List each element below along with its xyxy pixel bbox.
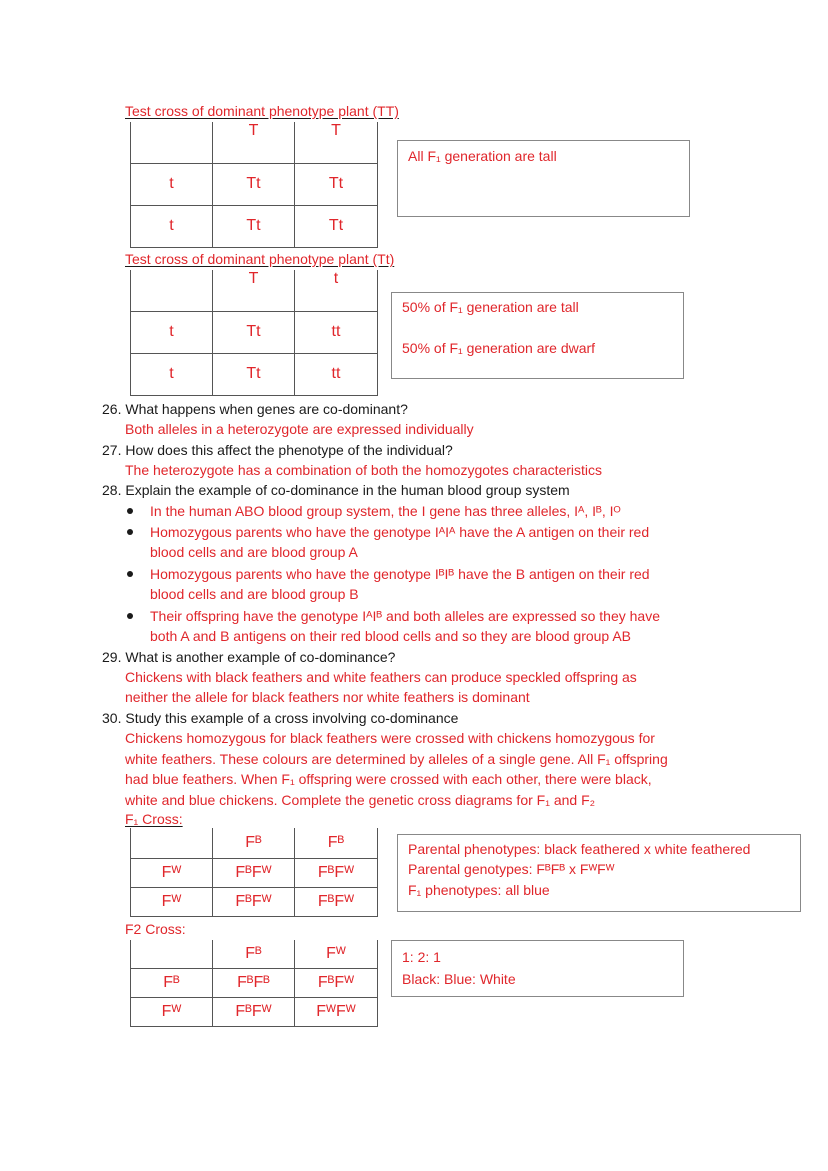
question-30: 30. Study this example of a cross involving co-dominance: [102, 710, 459, 726]
f2-ratio-labels: Black: Blue: White: [402, 971, 516, 987]
punnett-cell: FᴮFᵂ: [213, 887, 295, 916]
punnett-cell: Tt: [213, 205, 295, 247]
punnett-header: Fᵂ: [295, 940, 378, 968]
cross1-result: All F₁ generation are tall: [408, 148, 557, 164]
f2-punnett-square: [130, 940, 378, 1027]
punnett-header: Fᵂ: [131, 858, 213, 887]
punnett-cell: [131, 828, 213, 858]
punnett-cell: [131, 270, 213, 311]
punnett-cell: Tt: [213, 163, 295, 205]
punnett-cell: FᴮFᴮ: [213, 968, 295, 997]
answer-28-bullet-1: In the human ABO blood group system, the I gene has three alleles, Iᴬ, Iᴮ, Iᴼ: [150, 503, 621, 519]
cross2-punnett-square: [130, 270, 378, 396]
punnett-cell: FᴮFᵂ: [213, 858, 295, 887]
punnett-header: t: [131, 353, 213, 395]
bullet-icon: [127, 571, 133, 577]
question-28: 28. Explain the example of co-dominance in the human blood group system: [102, 482, 570, 498]
cross1-result-box: [397, 140, 690, 217]
punnett-cell: FᴮFᵂ: [295, 887, 378, 916]
punnett-header: T: [295, 122, 378, 163]
question-27: 27. How does this affect the phenotype of the individual?: [102, 442, 453, 458]
cross2-result-box: [391, 292, 684, 379]
punnett-header: Fᵂ: [131, 997, 213, 1026]
f2-result-box: [391, 940, 684, 997]
answer-28-bullet-4b: both A and B antigens on their red blood cells and so they are blood group AB: [150, 628, 632, 644]
f2-cross-label: F2 Cross:: [125, 921, 186, 937]
f1-phenotypes: F₁ phenotypes: all blue: [408, 882, 550, 898]
question-26: 26. What happens when genes are co-dominant?: [102, 401, 408, 417]
answer-29-line-1: Chickens with black feathers and white feathers can produce speckled offspring as: [125, 669, 637, 685]
punnett-cell: tt: [295, 353, 378, 395]
punnett-header: T: [213, 270, 295, 311]
punnett-cell: FᵂFᵂ: [295, 997, 378, 1026]
punnett-cell: [131, 122, 213, 163]
question-29: 29. What is another example of co-dominance?: [102, 649, 396, 665]
punnett-cell: [131, 940, 213, 968]
answer-28-bullet-2a: Homozygous parents who have the genotype IᴬIᴬ have the A antigen on their red: [150, 524, 650, 540]
answer-30-line-1: Chickens homozygous for black feathers were crossed with chickens homozygous for: [125, 730, 655, 746]
punnett-cell: Tt: [213, 353, 295, 395]
f1-punnett-square: [130, 828, 378, 917]
bullet-icon: [127, 529, 133, 535]
punnett-cell: FᴮFᵂ: [295, 968, 378, 997]
punnett-header: Fᴮ: [213, 828, 295, 858]
answer-28-bullet-2b: blood cells and are blood group A: [150, 544, 358, 560]
punnett-header: t: [131, 205, 213, 247]
f1-cross-label: F₁ Cross:: [125, 811, 183, 827]
answer-29-line-2: neither the allele for black feathers nor white feathers is dominant: [125, 689, 530, 705]
punnett-cell: FᴮFᵂ: [213, 997, 295, 1026]
punnett-cell: tt: [295, 311, 378, 353]
punnett-header: Fᴮ: [131, 968, 213, 997]
cross2-result-dwarf: 50% of F₁ generation are dwarf: [402, 340, 596, 356]
f1-parental-genotypes: Parental genotypes: FᴮFᴮ x FᵂFᵂ: [408, 861, 615, 877]
answer-26: Both alleles in a heterozygote are expressed individually: [125, 421, 474, 437]
answer-28-bullet-3a: Homozygous parents who have the genotype IᴮIᴮ have the B antigen on their red: [150, 566, 650, 582]
punnett-cell: Tt: [295, 205, 378, 247]
punnett-header: T: [213, 122, 295, 163]
punnett-header: Fᴮ: [295, 828, 378, 858]
bullet-icon: [127, 613, 133, 619]
f1-result-box: [397, 834, 801, 912]
cross1-title: Test cross of dominant phenotype plant (TT): [125, 103, 399, 119]
punnett-cell: FᴮFᵂ: [295, 858, 378, 887]
punnett-header: t: [295, 270, 378, 311]
punnett-header: t: [131, 163, 213, 205]
answer-28-bullet-4a: Their offspring have the genotype IᴬIᴮ and both alleles are expressed so they have: [150, 608, 660, 624]
punnett-header: Fᴮ: [213, 940, 295, 968]
answer-27: The heterozygote has a combination of both the homozygotes characteristics: [125, 462, 603, 478]
answer-28-bullet-3b: blood cells and are blood group B: [150, 586, 359, 602]
answer-30-line-4: white and blue chickens. Complete the genetic cross diagrams for F₁ and F₂: [125, 792, 596, 808]
punnett-header: t: [131, 311, 213, 353]
answer-30-line-2: white feathers. These colours are determined by alleles of a single gene. All F₁ offspring: [125, 751, 668, 767]
cross2-result-tall: 50% of F₁ generation are tall: [402, 299, 579, 315]
answer-30-line-3: had blue feathers. When F₁ offspring were crossed with each other, there were black,: [125, 771, 652, 787]
cross2-title: Test cross of dominant phenotype plant (Tt): [125, 251, 395, 267]
f2-ratio: 1: 2: 1: [402, 949, 441, 965]
cross1-punnett-square: [130, 122, 378, 248]
bullet-icon: [127, 508, 133, 514]
punnett-cell: Tt: [213, 311, 295, 353]
punnett-cell: Tt: [295, 163, 378, 205]
f1-parental-phenotypes: Parental phenotypes: black feathered x white feathered: [408, 841, 751, 857]
punnett-header: Fᵂ: [131, 887, 213, 916]
